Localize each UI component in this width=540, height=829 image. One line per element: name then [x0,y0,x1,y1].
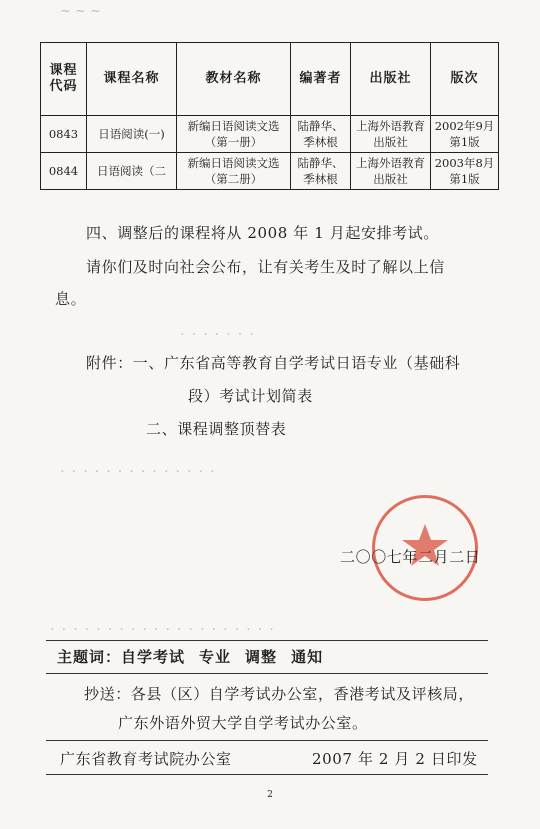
attachment-line-3: 二、课程调整顶替表 [146,420,287,438]
reverse-bleed-3: · · · · · · · · · · · · · · · · · · · · [50,620,275,638]
divider-cc [46,740,488,741]
cell-course: 日语阅读(一) [87,116,177,153]
cc-line-2: 广东外语外贸大学自学考试办公室。 [118,714,368,732]
page-number: 2 [267,790,273,800]
header-course-name: 课程名称 [87,43,177,116]
divider-bottom [46,774,488,775]
reverse-bleed-2: · · · · · · · · · · · · · · [60,462,216,480]
header-authors: 编著者 [291,43,351,116]
document-date: 二〇〇七年二月二日 [340,548,481,566]
header-publisher: 出版社 [351,43,431,116]
cc-line-1: 抄送：各县（区）自学考试办公室，香港考试及评核局， [84,685,475,703]
cell-edition: 2002年9月第1版 [431,116,499,153]
keyword: 专业 [199,648,232,666]
keyword: 调整 [245,648,278,666]
cell-authors: 陆静华、季林根 [291,116,351,153]
reverse-bleed-1: · · · · · · · [180,325,255,343]
reverse-handwriting: ~ ~ ~ [60,4,101,19]
keyword: 自学考试 [121,648,186,666]
cell-authors: 陆静华、季林根 [291,153,351,190]
notice-line-2: 息。 [55,290,87,308]
subject-keywords [57,646,337,667]
table-row [41,116,499,153]
header-course-code: 课程代码 [41,43,87,116]
attachment-line-2: 段）考试计划简表 [188,387,313,405]
cell-code: 0844 [41,153,87,190]
table-header-row [41,43,499,116]
divider-keywords [46,673,488,674]
header-textbook: 教材名称 [177,43,291,116]
table-row [41,153,499,190]
cell-textbook: 新编日语阅读文选（第二册） [177,153,291,190]
item-four-paragraph: 四、调整后的课程将从 2008 年 1 月起安排考试。 [86,224,439,242]
cell-publisher: 上海外语教育出版社 [351,116,431,153]
cell-publisher: 上海外语教育出版社 [351,153,431,190]
attachment-line-1: 附件：一、广东省高等教育自学考试日语专业（基础科 [86,354,461,372]
cell-code: 0843 [41,116,87,153]
keyword: 通知 [291,648,324,666]
divider-top [46,640,488,641]
course-table [40,42,499,190]
cell-course: 日语阅读（二 [87,153,177,190]
cell-textbook: 新编日语阅读文选（第一册） [177,116,291,153]
cell-edition: 2003年8月第1版 [431,153,499,190]
notice-line-1: 请你们及时向社会公布，让有关考生及时了解以上信 [86,258,445,276]
header-edition: 版次 [431,43,499,116]
issue-date: 2007 年 2 月 2 日印发 [312,750,478,768]
keywords-label: 主题词： [57,648,122,666]
issuer-office: 广东省教育考试院办公室 [60,750,232,768]
